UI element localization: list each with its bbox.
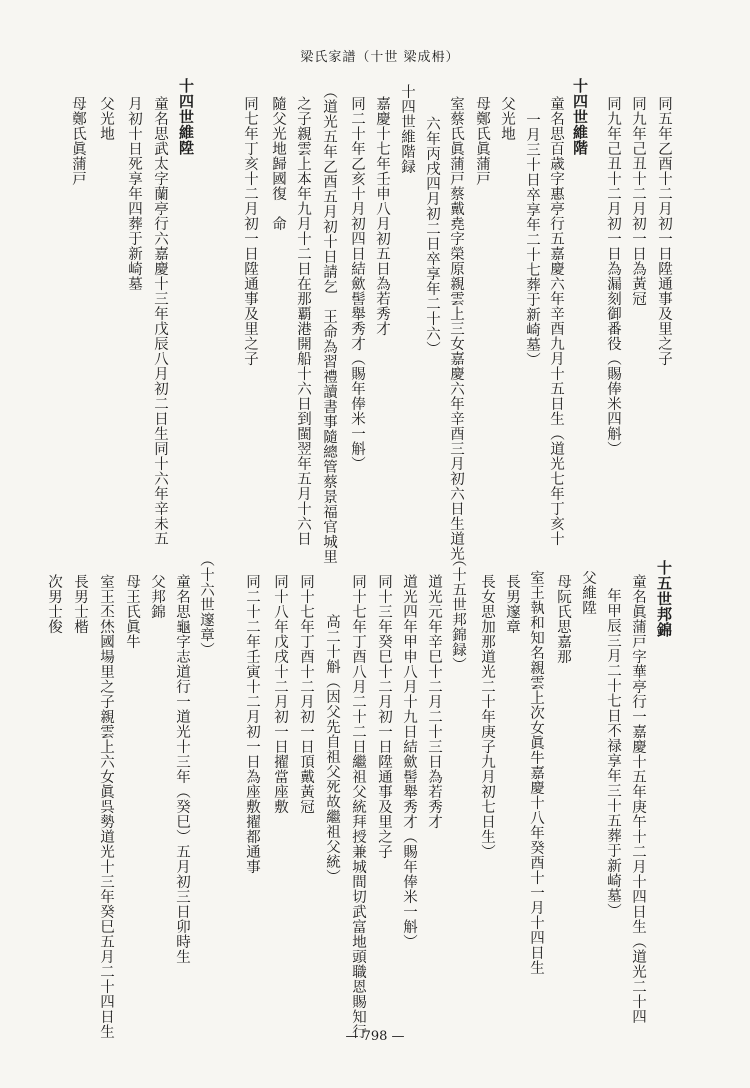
text-column: 年甲辰三月二十七日不禄享年三十五葬于新崎墓） (605, 588, 621, 918)
text-column: 室王執和知名親雲上次女眞牛嘉慶十八年癸酉十一月十四日生 (528, 570, 544, 975)
text-column: 父光地 (98, 96, 114, 141)
text-column: 室王丕烋國場里之子親雲上六女眞呉勢道光十三年癸巳五月二十四日生 (98, 574, 114, 1039)
text-column: 同十八年戊戌十二月初一日擢當座敷 (272, 574, 288, 814)
text-column: 同九年己丑十二月初一日為漏刻御番役（賜俸米四斛） (605, 96, 621, 456)
text-column: 母鄭氏眞蒲戸 (474, 96, 490, 186)
text-column: 同十七年丁酉十二月初一日頂戴黃冠 (298, 574, 314, 814)
text-column: 母鄭氏眞蒲戸 (70, 96, 86, 186)
text-column: 同十七年丁酉八月二十二日繼祖父統拜授兼城間切武富地頭職恩賜知行 (350, 574, 366, 1039)
text-column: 六年丙戌四月初二日卒享年二十六） (424, 116, 440, 356)
text-column: 之子親雲上本年九月十二日在那覇港開船十六日到閩翌年五月十六日 (295, 96, 311, 546)
section-heading: （十六世邃章） (198, 552, 214, 657)
text-column: 童名思百歳字惠亭行五嘉慶六年辛酉九月十五日生（道光七年丁亥十 (548, 96, 564, 546)
text-column: （道光五年乙酉五月初十日請乞 王命為習禮讀書事隨總管蔡景福官城里 (321, 84, 337, 564)
text-column: 父維陞 (580, 570, 596, 615)
section-heading: 十四世維階 (571, 78, 589, 156)
text-column: 道光元年辛巳十二月二十三日為若秀才 (426, 574, 442, 829)
page-header: 梁氏家譜（十世 梁成枏） (300, 50, 460, 65)
text-column: 次男士俊 (46, 574, 62, 634)
section-heading: 十五世邦錦 (655, 560, 673, 638)
text-column: 同九年己丑十二月初一日為黃冠 (630, 96, 646, 306)
text-column: 童名眞蒲戸字華亭行一嘉慶十五年庚午十二月十四日生（道光二十四 (630, 574, 646, 1024)
text-column: 同二十年乙亥十月初四日結歛髻舉秀才（賜年俸米一斛） (349, 96, 365, 471)
text-column: 同十三年癸巳十二月初一日陞通事及里之子 (376, 574, 392, 859)
section-heading: 十四世維陞 (177, 78, 195, 156)
text-column: 長女思加那道光二十年庚子九月初七日生） (479, 574, 495, 859)
text-column: 長男士楷 (72, 574, 88, 634)
text-column: 父光地 (499, 96, 515, 141)
text-column: 高二十斛（因父先自祖父死故繼祖父統） (324, 614, 340, 884)
text-column: 長男邃章 (504, 574, 520, 634)
text-column: （十五世邦錦録） (450, 552, 466, 672)
text-column: 母阮氏思嘉那 (555, 574, 571, 664)
text-column: 嘉慶十七年壬申八月初五日為若秀才 (374, 96, 390, 336)
text-column: 道光四年甲申八月十九日結歛髻舉秀才（賜年俸米一斛） (401, 574, 417, 949)
text-column: 童名思武太字蘭亭行六嘉慶十三年戊辰八月初二日生同十六年辛未五 (152, 96, 168, 546)
text-column: 父邦錦 (149, 574, 165, 619)
text-column: 月初十日死享年四葬于新崎墓 (126, 96, 142, 291)
text-column: 同二十二年壬寅十二月初一日為座敷擢都通事 (244, 574, 260, 874)
text-column: 室蔡氏眞蒲戸蔡戴堯字榮原親雲上三女嘉慶六年辛酉三月初六日生道光 (448, 96, 464, 561)
text-column: 同七年丁亥十二月初一日陞通事及里之子 (242, 96, 258, 366)
text-column: 一月三十日卒享年二十七葬于新崎墓） (524, 112, 540, 367)
text-column: 同五年乙酉十二月初一日陞通事及里之子 (656, 96, 672, 366)
text-column: 母王氏眞牛 (124, 574, 140, 649)
page-number: — 798 — (345, 1029, 405, 1044)
text-column: 童名思龜字志道行一道光十三年（癸巳）五月初三日卯時生 (174, 574, 190, 964)
text-column: 隨父光地歸國復 命 (270, 96, 286, 231)
text-column: 十四世維階録 (399, 84, 415, 174)
